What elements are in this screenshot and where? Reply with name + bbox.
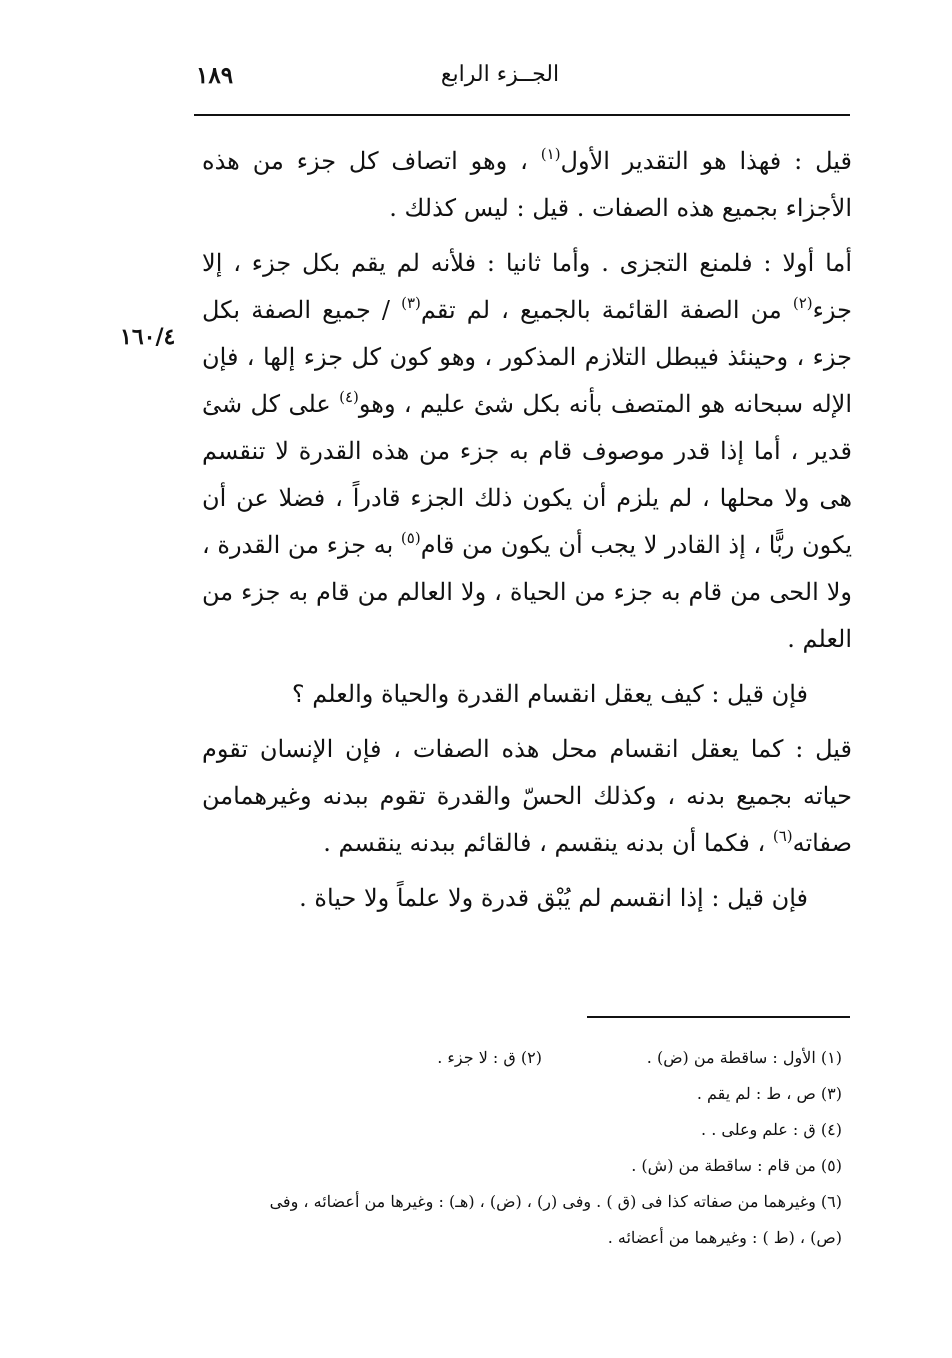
header-divider (194, 114, 850, 116)
text-run: ، فكما أن بدنه ينقسم ، فالقائم ببدنه ينقسم . (323, 829, 773, 857)
footnote-6-line-1: (٦) وغيرهما من صفاته كذا فى (ق ) . وفى (ر) ، (ض) ، (هـ) : وغيرها من أعضائه ، وفى (269, 1192, 842, 1211)
footnote-marker: (٦) (772, 827, 793, 845)
main-text (202, 138, 852, 930)
text-run: قيل : كما يعقل انقسام محل هذه الصفات ، فإن الإنسان تقوم حياته بجميع بدنه ، وكذلك الحسّ والقدرة تقوم ببدنه وغيرهمامن صفاته (202, 735, 852, 857)
text-run: من الصفة القائمة بالجميع ، لم تقم (420, 296, 793, 324)
footnote-marker: (١) (540, 145, 561, 163)
text-run: / جميع الصفة بكل جزء ، وحينئذ فيبطل التلازم المذكور ، وهو كون كل جزء إلها ، فإن الإله سبحانه هو المتصف بأنه بكل شئ عليم ، وهو (202, 296, 852, 418)
text-run: قيل : فهذا هو التقدير الأول (560, 147, 852, 175)
text-run: ، وهو اتصاف كل جزء من هذه الأجزاء بجميع هذه الصفات . قيل : ليس كذلك . (202, 147, 852, 222)
footnote-6-line-2: (ص) ، (ط ) : وغيرهما من أعضائه . (607, 1228, 842, 1247)
paragraph-2 (202, 240, 852, 663)
text-run: به جزء من القدرة ، ولا الحى من قام به جزء من الحياة ، ولا العالم من قام به جزء من العلم . (202, 531, 852, 653)
text-run: على كل شئ قدير ، أما إذا قدر موصوف قام به جزء من هذه القدرة لا تنقسم هى ولا محلها ، لم يلزم أن يكون ذلك الجزء قادراً ، فضلا عن أن يكون ربًّا ، إذ القادر لا يجب أن يكون من قام (202, 390, 852, 559)
footnote-4: (٤) ق : علم وعلى . . (701, 1120, 842, 1139)
paragraph-3 (202, 671, 852, 718)
paragraph-1 (202, 138, 852, 232)
paragraph-4 (202, 726, 852, 867)
footnote-5: (٥) من قام : ساقطة من (ش) . (631, 1156, 842, 1175)
footnote-marker: (٣) (401, 294, 421, 312)
text-run: أما أولا : فلمنع التجزى . وأما ثانيا : فلأنه لم يقم بكل جزء ، إلا جزء (202, 249, 852, 324)
footnote-2: (٢) ق : لا جزء . (437, 1048, 542, 1067)
footnote-row (188, 1040, 842, 1076)
footnote-marker: (٢) (792, 294, 813, 312)
footnote-marker: (٥) (400, 529, 421, 547)
running-header-title: الجــزء الرابع (440, 62, 560, 87)
text-run: فإن قيل : إذا انقسم لم يُبْق قدرة ولا علماً ولا حياة . (299, 884, 808, 912)
footnotes (188, 1040, 842, 1256)
page-number: ١٨٩ (196, 62, 234, 89)
paragraph-5 (202, 875, 852, 922)
text-run: فإن قيل : كيف يعقل انقسام القدرة والحياة والعلم ؟ (291, 680, 808, 708)
footnote-3: (٣) ص ، ط : لم يقم . (696, 1084, 842, 1103)
footnote-1: (١) الأول : ساقطة من (ض) . (646, 1048, 842, 1067)
margin-reference: ١٦٠/٤ (120, 324, 176, 350)
footnote-divider (587, 1016, 850, 1018)
footnote-marker: (٤) (339, 388, 359, 406)
